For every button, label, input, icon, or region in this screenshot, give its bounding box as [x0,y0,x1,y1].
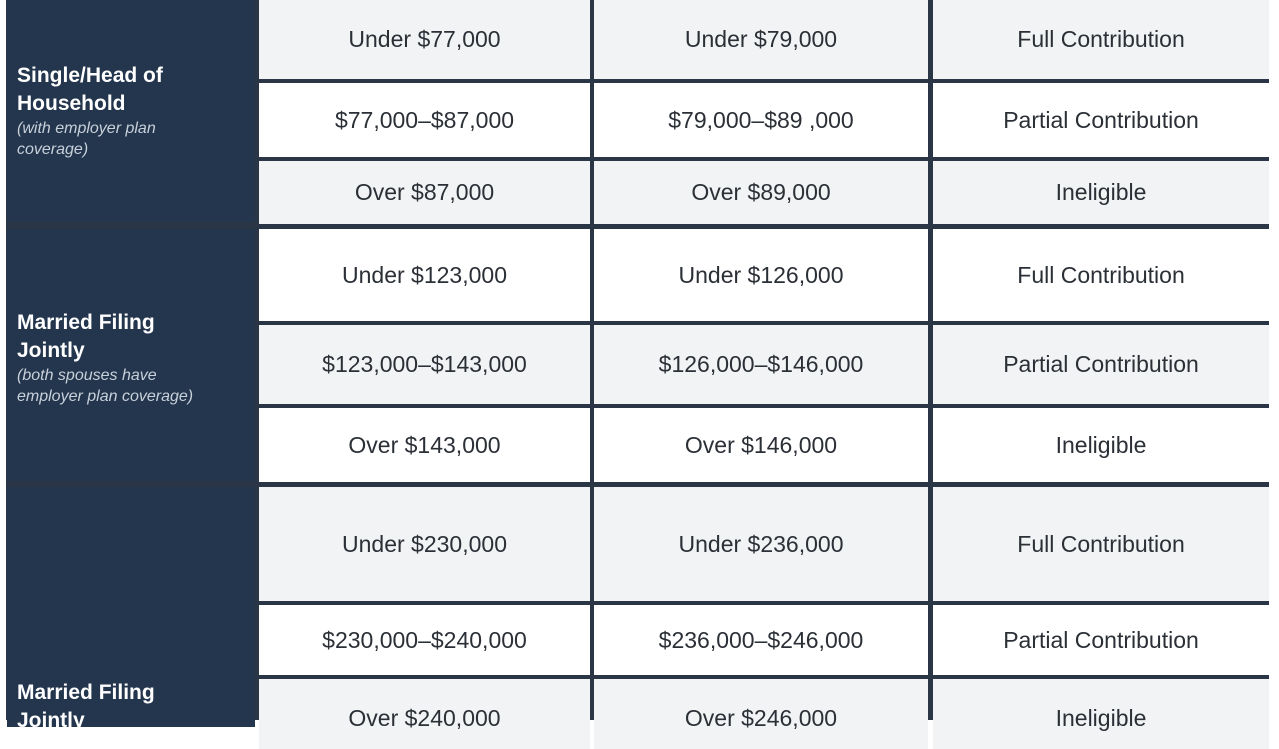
table-cell: Under $79,000 [594,0,928,79]
table-cell: $230,000–$240,000 [259,605,590,675]
group-note: (both spouses have employer plan coverage) [17,367,194,405]
group-note: (with employer plan coverage) [17,120,156,158]
group-title: Single/Head of Household [17,64,163,115]
group-title: Married Filing Jointly [17,311,155,362]
table-cell: Full Contribution [933,229,1269,321]
group-label-married-filing-jointly-both [7,229,255,481]
table-cell: Partial Contribution [933,325,1269,404]
table-cell: Over $143,000 [259,408,590,482]
table-cell: Over $146,000 [594,408,928,482]
table-cell: Under $77,000 [259,0,590,79]
table-cell: $77,000–$87,000 [259,83,590,157]
table-cell: Under $126,000 [594,229,928,321]
table-cell: Over $246,000 [594,679,928,749]
table-cell: Under $123,000 [259,229,590,321]
table-cell: Under $236,000 [594,487,928,601]
group-title: Married Filing Jointly [17,681,155,732]
table-cell: Over $87,000 [259,161,590,224]
table-cell: Over $240,000 [259,679,590,749]
table-cell: Under $230,000 [259,487,590,601]
table-cell: Partial Contribution [933,605,1269,675]
table-cell: $123,000–$143,000 [259,325,590,404]
table-cell: Ineligible [933,161,1269,224]
group-label-single-head-of-household [7,0,255,222]
table-right-margin [1269,0,1279,720]
table-left-margin [0,0,6,720]
table-cell: Partial Contribution [933,83,1269,157]
table-cell: Ineligible [933,679,1269,749]
table-cell: Ineligible [933,408,1269,482]
table-cell: $79,000–$89 ,000 [594,83,928,157]
group-label-married-filing-jointly [7,487,255,732]
table-cell: Full Contribution [933,0,1269,79]
table-cell: Over $89,000 [594,161,928,224]
table-cell: $126,000–$146,000 [594,325,928,404]
table-cell: Full Contribution [933,487,1269,601]
table-cell: $236,000–$246,000 [594,605,928,675]
